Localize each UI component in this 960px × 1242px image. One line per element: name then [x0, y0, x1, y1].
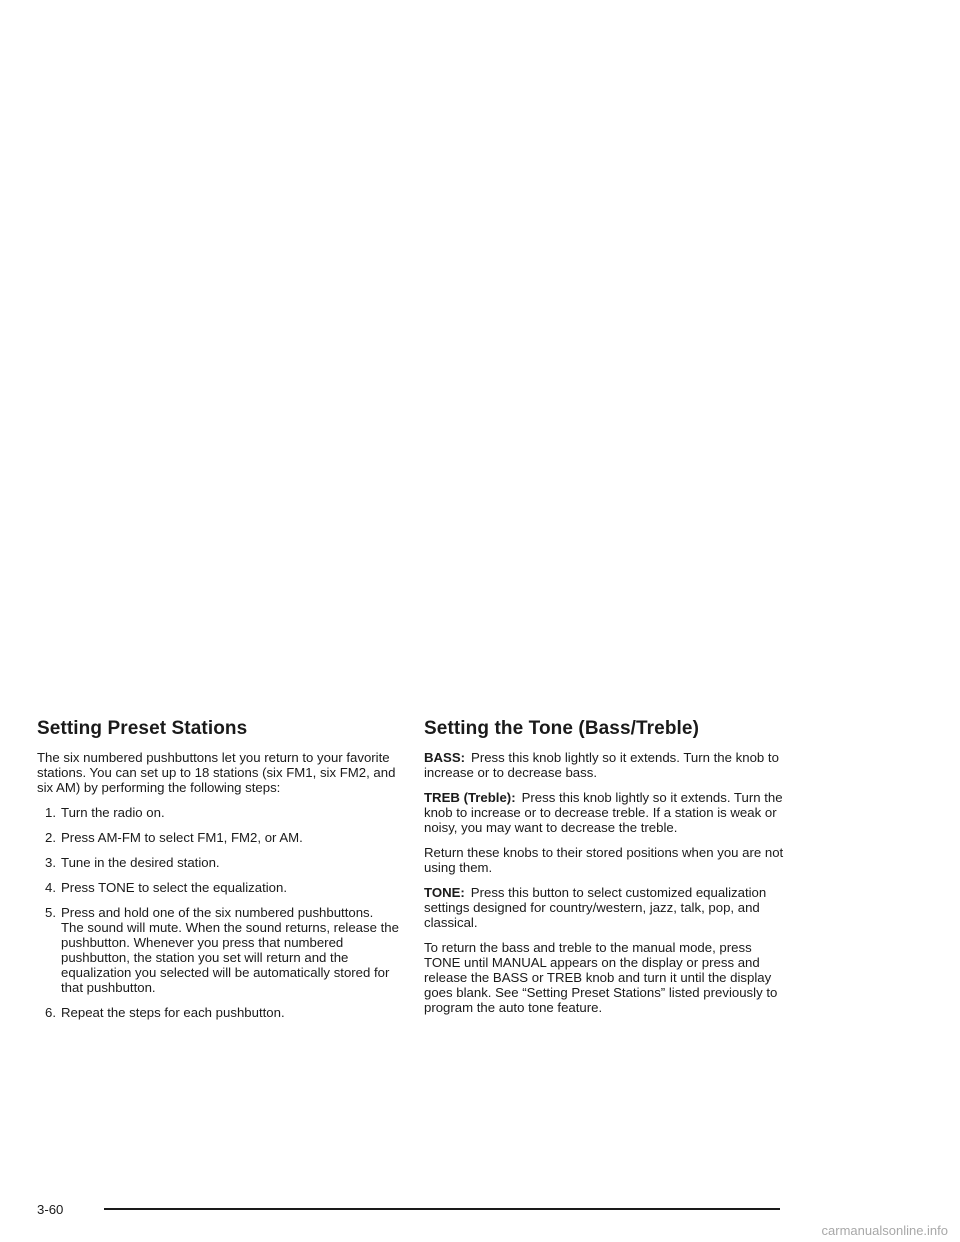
step-text: Press AM-FM to select FM1, FM2, or AM.	[61, 830, 303, 845]
step-item	[37, 880, 399, 895]
watermark[interactable]: carmanualsonline.info	[821, 1223, 948, 1238]
step-item	[37, 1005, 399, 1020]
step-text: Turn the radio on.	[61, 805, 165, 820]
bass-text: Press this knob lightly so it extends. Turn the knob to increase or to decrease bass.	[424, 750, 779, 780]
step-number: 4.	[45, 880, 56, 895]
tone-paragraph	[424, 885, 786, 930]
left-column	[37, 718, 399, 1030]
section-title-tone: Setting the Tone (Bass/Treble)	[424, 718, 700, 739]
bass-term: BASS:	[424, 750, 466, 765]
tone-text: Press this button to select customized equalization settings designed for country/western, jazz, talk, pop, and classical.	[424, 885, 767, 930]
step-text: Press and hold one of the six numbered pushbuttons. The sound will mute. When the sound returns, release the pushbutton. Whenever you press that numbered pushbutton, the station you set will return and the equalization you selected will be automatically stored for that pushbutton.	[61, 905, 399, 995]
footer-rule	[104, 1208, 780, 1210]
step-item	[37, 855, 399, 870]
bass-paragraph	[424, 750, 786, 780]
section-title-preset-stations: Setting Preset Stations	[37, 718, 248, 739]
treb-text: Press this knob lightly so it extends. Turn the knob to increase or to decrease treble. If a station is weak or noisy, you may want to decrease the treble.	[424, 790, 783, 835]
right-column	[424, 718, 786, 1025]
step-number: 5.	[45, 905, 56, 920]
step-item	[37, 905, 399, 995]
step-text: Tune in the desired station.	[61, 855, 220, 870]
treb-paragraph	[424, 790, 786, 835]
step-number: 1.	[45, 805, 56, 820]
step-number: 2.	[45, 830, 56, 845]
manual-paragraph: To return the bass and treble to the manual mode, press TONE until MANUAL appears on the display or press and release the BASS or TREB knob and turn it until the display goes blank. See “Setting Preset Stations” listed previously to program the auto tone feature.	[424, 940, 778, 1015]
step-text: Press TONE to select the equalization.	[61, 880, 288, 895]
step-text: Repeat the steps for each pushbutton.	[61, 1005, 285, 1020]
treb-term: TREB (Treble):	[424, 790, 516, 805]
return-paragraph: Return these knobs to their stored positions when you are not using them.	[424, 845, 784, 875]
preset-intro: The six numbered pushbuttons let you return to your favorite stations. You can set up to 18 stations (six FM1, six FM2, and six AM) by performing the following steps:	[37, 750, 396, 795]
step-number: 6.	[45, 1005, 56, 1020]
preset-steps-list	[37, 805, 399, 1020]
step-item	[37, 830, 399, 845]
page-number: 3-60	[37, 1202, 64, 1217]
step-number: 3.	[45, 855, 56, 870]
step-item	[37, 805, 399, 820]
tone-term: TONE:	[424, 885, 465, 900]
